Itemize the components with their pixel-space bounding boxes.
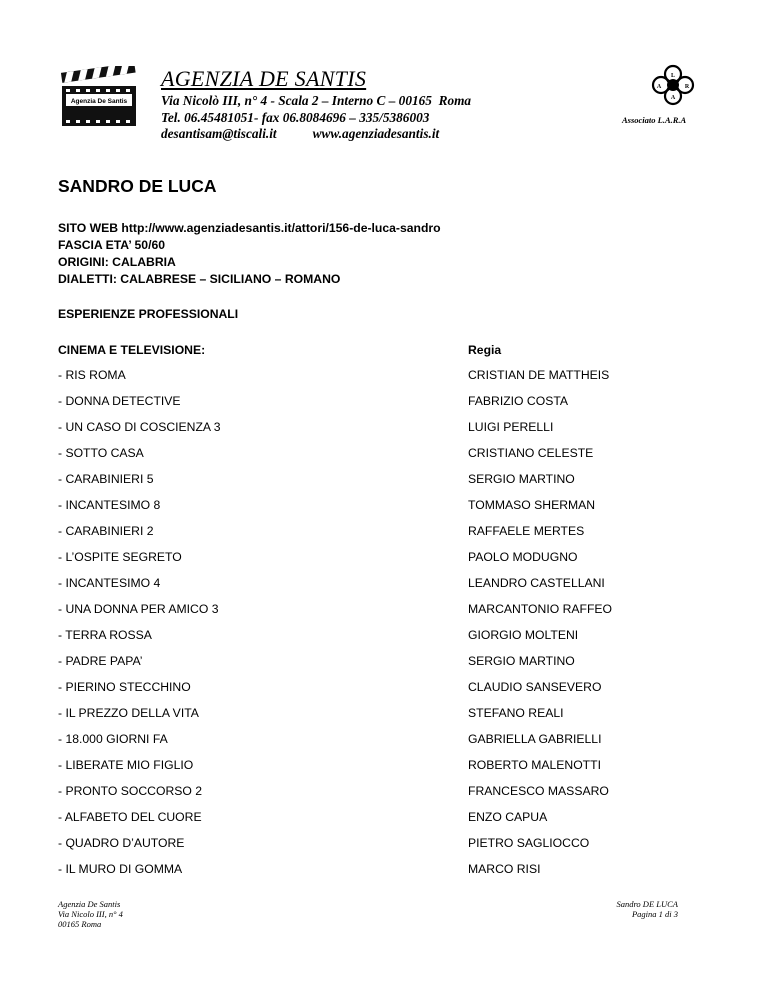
credit-row [58,602,708,628]
credit-row [58,836,708,862]
credit-director: GABRIELLA GABRIELLI [468,732,602,746]
section-title: ESPERIENZE PROFESSIONALI [58,307,239,321]
lara-logo [650,64,696,106]
credit-title: - PADRE PAPA’ [58,654,143,668]
credit-row [58,732,708,758]
credit-row [58,524,708,550]
credit-director: FRANCESCO MASSARO [468,784,609,798]
footer-left [58,899,123,929]
credit-director: MARCO RISI [468,862,541,876]
credit-row [58,654,708,680]
agency-email[interactable]: desantisam@tiscali.it [161,126,277,141]
credit-row [58,550,708,576]
svg-text:A: A [656,84,662,90]
logo-text: Agenzia De Santis [70,98,128,105]
credit-row [58,472,708,498]
credit-director: TOMMASO SHERMAN [468,498,596,512]
credit-title: - IL PREZZO DELLA VITA [58,706,199,720]
credit-title: - LIBERATE MIO FIGLIO [58,758,194,772]
credit-director: CLAUDIO SANSEVERO [468,680,602,694]
svg-text:A: A [670,95,676,101]
credit-row [58,758,708,784]
credit-director: FABRIZIO COSTA [468,394,568,408]
column-header-director: Regia [468,343,502,357]
svg-text:R: R [684,84,690,90]
credit-title: - PIERINO STECCHINO [58,680,191,694]
credit-title: - CARABINIERI 2 [58,524,154,538]
credit-director: GIORGIO MOLTENI [468,628,579,642]
agency-phone: Tel. 06.45481051- fax 06.8084696 – 335/5386003 [161,110,430,125]
agency-address: Via Nicolò III, n° 4 - Scala 2 – Interno C – 00165 Roma [161,93,472,108]
credit-title: - DONNA DETECTIVE [58,394,181,408]
agency-website[interactable]: www.agenziadesantis.it [312,126,440,141]
credit-title: - SOTTO CASA [58,446,144,460]
credit-row [58,368,708,394]
credit-title: - RIS ROMA [58,368,126,382]
credit-row [58,706,708,732]
credit-row [58,576,708,602]
credit-director: CRISTIAN DE MATTHEIS [468,368,610,382]
credit-row [58,680,708,706]
credit-title: - CARABINIERI 5 [58,472,154,486]
column-header-title: CINEMA E TELEVISIONE: [58,343,206,357]
footer-actor: Sandro DE LUCA [616,899,678,909]
credit-title: - ALFABETO DEL CUORE [58,810,202,824]
page-number: Pagina 1 di 3 [631,909,678,919]
credit-director: SERGIO MARTINO [468,654,575,668]
actor-website[interactable]: SITO WEB http://www.agenziadesantis.it/attori/156-de-luca-sandro [58,221,441,235]
actor-name: SANDRO DE LUCA [58,176,217,196]
credit-title: - PRONTO SOCCORSO 2 [58,784,203,798]
footer-right [616,899,678,919]
credit-director: MARCANTONIO RAFFEO [468,602,613,616]
credit-title: - INCANTESIMO 4 [58,576,161,590]
credit-title: - QUADRO D’AUTORE [58,836,185,850]
actor-origins: ORIGINI: CALABRIA [58,255,176,269]
credit-director: ROBERTO MALENOTTI [468,758,601,772]
credit-director: STEFANO REALI [468,706,564,720]
credit-row [58,862,708,888]
credit-director: CRISTIANO CELESTE [468,446,594,460]
credit-director: LEANDRO CASTELLANI [468,576,605,590]
credit-row [58,810,708,836]
actor-dialects: DIALETTI: CALABRESE – SICILIANO – ROMANO [58,272,341,286]
credit-row [58,784,708,810]
credit-director: PAOLO MODUGNO [468,550,578,564]
footer-address: Via Nicolo III, n° 4 [58,909,123,919]
footer-city: 00165 Roma [58,919,102,929]
credit-title: - 18.000 GIORNI FA [58,732,168,746]
credit-row [58,394,708,420]
association-label: Associato L.A.R.A [622,115,687,125]
credit-director: RAFFAELE MERTES [468,524,585,538]
credit-director: ENZO CAPUA [468,810,548,824]
credit-title: - INCANTESIMO 8 [58,498,161,512]
credit-row [58,420,708,446]
footer-agency: Agenzia De Santis [58,899,121,909]
credit-row [58,498,708,524]
credit-title: - UNA DONNA PER AMICO 3 [58,602,219,616]
credits-list [58,368,708,888]
credit-director: SERGIO MARTINO [468,472,575,486]
agency-contacts [161,126,439,142]
clapperboard-logo [58,66,140,130]
svg-text:L: L [670,73,676,79]
credit-title: - L’OSPITE SEGRETO [58,550,182,564]
credit-director: LUIGI PERELLI [468,420,554,434]
credit-row [58,628,708,654]
credit-title: - UN CASO DI COSCIENZA 3 [58,420,221,434]
credit-row [58,446,708,472]
credit-director: PIETRO SAGLIOCCO [468,836,590,850]
credit-title: - TERRA ROSSA [58,628,152,642]
agency-name: AGENZIA DE SANTIS [161,66,367,91]
credit-title: - IL MURO DI GOMMA [58,862,183,876]
actor-age-range: FASCIA ETA’ 50/60 [58,238,166,252]
